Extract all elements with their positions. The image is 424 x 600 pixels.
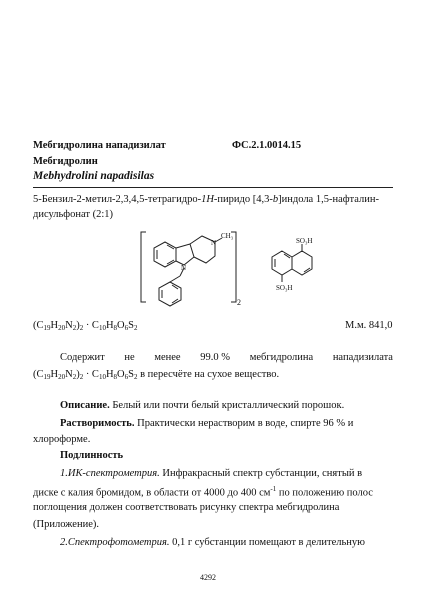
solubility-line-2: хлороформе.	[33, 434, 91, 445]
ir-text: Инфракрасный спектр субстанции, снятый в	[159, 468, 363, 479]
spectro-text: 0,1 г субстанции помещают в делительную	[169, 537, 365, 548]
identity-heading: Подлинность	[60, 450, 124, 461]
content-word: 99.0 %	[200, 352, 231, 363]
chem-name-part: b	[272, 194, 279, 205]
so3h-top-label: SO₃H	[296, 237, 313, 245]
solubility-label: Растворимость.	[60, 418, 135, 429]
solubility-text: Практически нерастворим в воде, спирте 96 % и	[134, 418, 354, 429]
molecular-weight: М.м. 841,0	[345, 320, 393, 331]
chem-name-part: 5-Бензил-2-метил-2,3,4,5-тетрагидро-	[33, 194, 202, 205]
molecular-formula: $(C_{19}H_{20}N_2)_2 \cdot C_{10}H_8O_6S_2$	[33, 320, 138, 332]
content-word: нападизилата	[332, 352, 393, 363]
content-line-2: $(C_{19}H_{20}N_2)_2 \cdot C_{10}H_8O_6S_2$ в пересчёте на сухое вещество.	[33, 369, 280, 381]
description-paragraph	[60, 400, 344, 411]
content-line-1	[60, 352, 393, 363]
ir-line-4: (Приложение).	[33, 519, 99, 530]
chem-name-part: 1Н	[201, 194, 214, 205]
chem-name-part: -пиридо [4,3-	[213, 194, 273, 205]
substance-latin-name: Mebhydrolini napadisilas	[33, 170, 155, 182]
ir-line-3: поглощения должен соответствовать рисунку спектра мебгидролина	[33, 502, 340, 513]
ir-number: 1.	[60, 468, 68, 479]
right-bracket	[231, 232, 236, 302]
pyrrole-ring	[176, 244, 194, 265]
naphthalene-ring-right	[292, 251, 312, 275]
spectro-line-1	[60, 537, 365, 548]
chemical-name-line-2: дисульфонат (2:1)	[33, 209, 113, 220]
substance-short-name: Мебгидролин	[33, 156, 98, 167]
spectro-number: 2.	[60, 537, 68, 548]
ch3-label: CH₃	[221, 232, 234, 240]
content-word: Содержит	[60, 352, 105, 363]
content-word: менее	[154, 352, 181, 363]
so3h-bottom-label: SO₃H	[276, 284, 293, 292]
left-bracket	[141, 232, 146, 302]
solubility-line-1	[60, 418, 353, 429]
ir-line-1	[60, 468, 362, 479]
ir-line-2: диске с калия бромидом, в области от 4000 до 400 $см^{-1}$ по положению полос	[33, 485, 373, 499]
multiplier-label: 2	[237, 298, 241, 307]
spectro-title: Спектрофотометрия.	[67, 537, 170, 548]
description-label: Описание.	[60, 400, 110, 411]
content-word: не	[124, 352, 135, 363]
page-number: 4292	[200, 573, 216, 582]
chem-name-part: ]индола 1,5-нафталин-	[278, 194, 379, 205]
ir-title: ИК-спектрометрия.	[67, 468, 160, 479]
substance-name-ru: Мебгидролина нападизилат	[33, 140, 166, 151]
content-word: мебгидролина	[249, 352, 314, 363]
monograph-code: ФС.2.1.0014.15	[232, 140, 302, 151]
n-indole-label: N	[181, 264, 187, 272]
description-text: Белый или почти белый кристаллический порошок.	[109, 400, 345, 411]
n-piperidine-label: N	[211, 239, 217, 247]
